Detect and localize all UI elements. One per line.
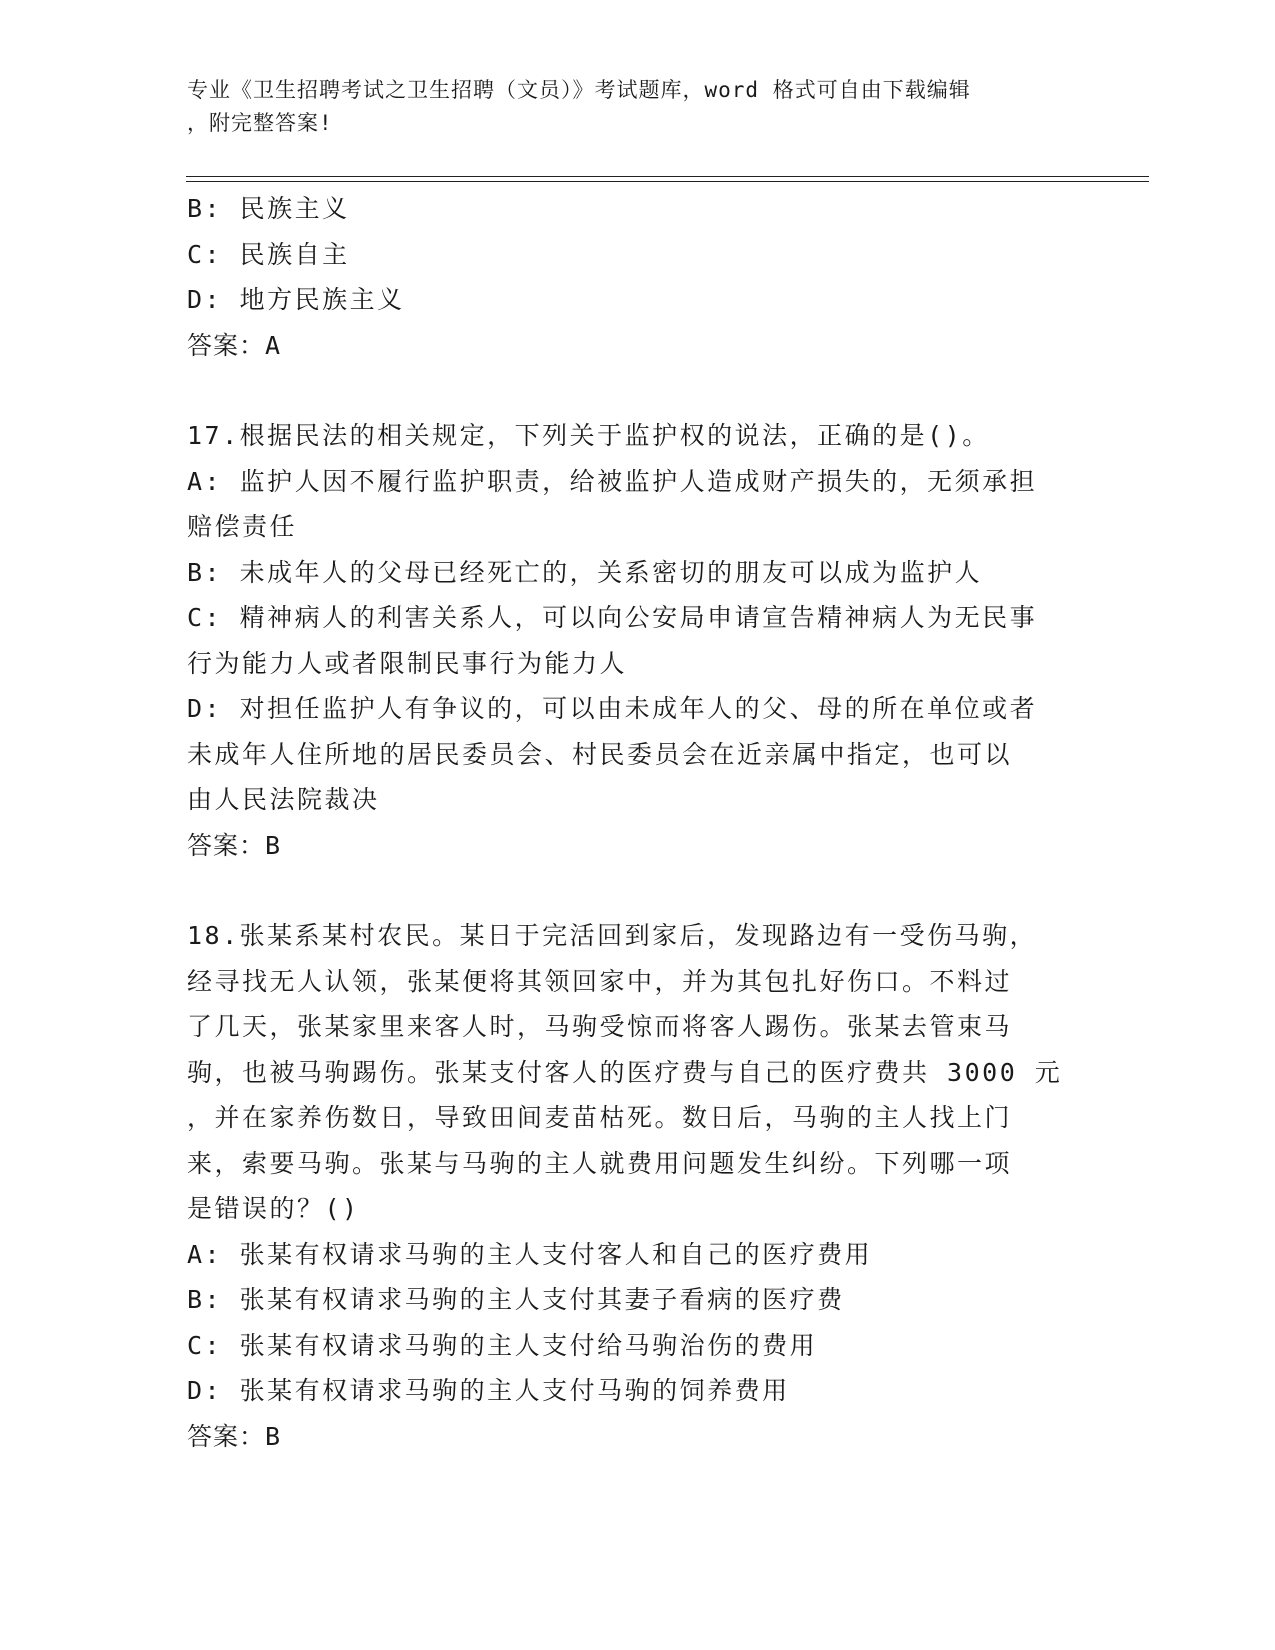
question-text-continued: 经寻找无人认领，张某便将其领回家中，并为其包扎好伤口。不料过 bbox=[187, 966, 1013, 996]
option-c-continued: 行为能力人或者限制民事行为能力人 bbox=[187, 648, 628, 678]
answer: 答案：B bbox=[187, 1421, 282, 1451]
question-text: 18.张某系某村农民。某日于完活回到家后，发现路边有一受伤马驹， bbox=[187, 921, 1038, 950]
spacer bbox=[187, 368, 1067, 413]
question-18 bbox=[187, 913, 1067, 1459]
option-b: B: 未成年人的父母已经死亡的，关系密切的朋友可以成为监护人 bbox=[187, 557, 983, 587]
question-text-continued: 驹，也被马驹踢伤。张某支付客人的医疗费与自己的医疗费共 3000 元 bbox=[187, 1057, 1063, 1087]
option-b: B: 民族主义 bbox=[187, 194, 350, 223]
question-content bbox=[187, 186, 1067, 1459]
question-16-remainder bbox=[187, 186, 1067, 368]
question-text-continued: 是错误的？() bbox=[187, 1194, 360, 1223]
question-text-continued: 了几天，张某家里来客人时，马驹受惊而将客人踢伤。张某去管束马 bbox=[187, 1012, 1013, 1041]
question-text-continued: 来，索要马驹。张某与马驹的主人就费用问题发生纠纷。下列哪一项 bbox=[187, 1148, 1013, 1178]
option-c: C: 民族自主 bbox=[187, 239, 350, 269]
option-b: B: 张某有权请求马驹的主人支付其妻子看病的医疗费 bbox=[187, 1285, 845, 1314]
question-text: 17.根据民法的相关规定，下列关于监护权的说法，正确的是()。 bbox=[187, 421, 990, 450]
answer: 答案：A bbox=[187, 330, 282, 360]
header-title-line-1: 专业《卫生招聘考试之卫生招聘（文员）》考试题库，word 格式可自由下载编辑 bbox=[187, 78, 971, 102]
option-c: C: 张某有权请求马驹的主人支付给马驹治伤的费用 bbox=[187, 1330, 818, 1360]
option-a: A: 张某有权请求马驹的主人支付客人和自己的医疗费用 bbox=[187, 1239, 873, 1269]
question-17 bbox=[187, 413, 1067, 868]
question-text-continued: ，并在家养伤数日，导致田间麦苗枯死。数日后，马驹的主人找上门 bbox=[187, 1103, 1013, 1132]
header-title-line-2: ，附完整答案! bbox=[187, 111, 333, 135]
spacer bbox=[187, 868, 1067, 913]
option-d: D: 地方民族主义 bbox=[187, 285, 405, 314]
document-header bbox=[187, 74, 1067, 140]
option-d: D: 张某有权请求马驹的主人支付马驹的饲养费用 bbox=[187, 1376, 790, 1405]
option-d: D: 对担任监护人有争议的，可以由未成年人的父、母的所在单位或者 bbox=[187, 694, 1038, 723]
option-d-continued: 未成年人住所地的居民委员会、村民委员会在近亲属中指定，也可以 bbox=[187, 739, 1013, 769]
answer: 答案：B bbox=[187, 830, 282, 860]
option-d-continued: 由人民法院裁决 bbox=[187, 785, 380, 814]
option-a-continued: 赔偿责任 bbox=[187, 512, 298, 541]
option-c: C: 精神病人的利害关系人，可以向公安局申请宣告精神病人为无民事 bbox=[187, 603, 1038, 632]
header-divider-bottom bbox=[186, 181, 1149, 182]
option-a: A: 监护人因不履行监护职责，给被监护人造成财产损失的，无须承担 bbox=[187, 466, 1038, 496]
header-divider-top bbox=[186, 176, 1149, 177]
